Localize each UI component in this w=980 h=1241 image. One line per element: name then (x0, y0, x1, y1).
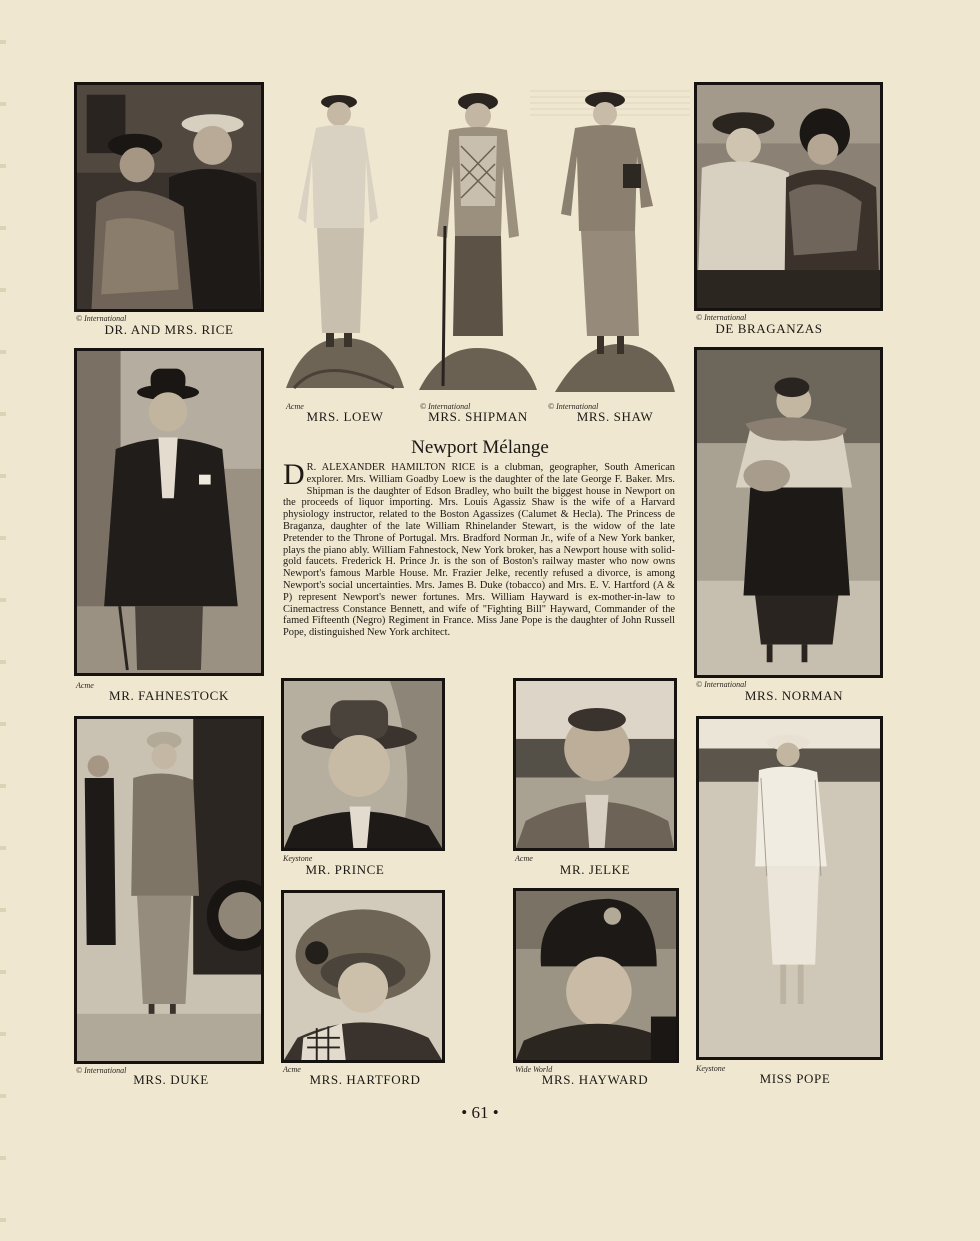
caption-prince: MR. PRINCE (305, 862, 385, 877)
caption-duke: MRS. DUKE (133, 1072, 209, 1087)
caption-shaw: MRS. SHAW (576, 409, 654, 424)
credit-pope: Keystone (696, 1064, 726, 1073)
caption-loew: MRS. LOEW (306, 409, 384, 424)
caption-rice: DR. AND MRS. RICE (104, 322, 234, 337)
photo-jelke (513, 678, 677, 851)
credit-rice: © International (76, 314, 127, 323)
page-number: • 61 • (461, 1103, 499, 1122)
photo-shaw (553, 86, 677, 400)
article-title: Newport Mélange (411, 437, 549, 458)
article-body (283, 458, 675, 639)
photo-pope (696, 716, 883, 1060)
credit-jelke: Acme (515, 854, 533, 863)
credit-hartford: Acme (283, 1065, 301, 1074)
credit-duke: © International (76, 1066, 127, 1075)
caption-norman: MRS. NORMAN (744, 688, 844, 703)
photo-rice (74, 82, 264, 312)
photo-hartford (281, 890, 445, 1063)
credit-fahnestock: Acme (76, 681, 94, 690)
caption-shipman: MRS. SHIPMAN (428, 409, 528, 424)
photo-norman (694, 347, 883, 678)
photo-duke (74, 716, 264, 1064)
caption-hayward: MRS. HAYWARD (541, 1072, 649, 1087)
photo-braganza (694, 82, 883, 311)
caption-fahnestock: MR. FAHNESTOCK (109, 688, 229, 703)
credit-braganza: © International (696, 313, 747, 322)
caption-hartford: MRS. HARTFORD (309, 1072, 421, 1087)
binding-holes (0, 0, 6, 1241)
photo-prince (281, 678, 445, 851)
photo-loew (284, 88, 406, 400)
article-dropcap: D (283, 458, 305, 491)
credit-norman: © International (696, 680, 747, 689)
article-body-text: R. ALEXANDER HAMILTON RICE is a clubman, geographer, South American explorer. Mrs. William Goadby Loew is the daughter of the late George F. Baker. Mrs. Shipman is the daughter of Edson Bradley, who built the biggest house in Newport on the proceeds of liquor importing. Mrs. Louis Agassiz Shaw is the wife of a Harvard physiology instructor, related to the Boston Agassizes (Calumet & Hecla). The Princess de Braganza, daughter of the late William Rhinelander Stewart, is the widow of the late Pretender to the Throne of Portugal. Mrs. Bradford Norman Jr., wife of a New York banker, plays the piano ably. William Fahnestock, New York broker, has a Newport house with solid-gold faucets. Frederick H. Prince Jr. is the son of Boston's railway master who now owns Newport's famous Marble House. Mr. Frazier Jelke, recently refused a divorce, is among Newport's social uncertainties. Mrs. James B. Duke (tobacco) and Mrs. E. V. Hartford (A & P) represent Newport's newer fortunes. Mrs. William Hayward is ex-mother-in-law to Cinemactress Constance Bennett, and wife of "Fighting Bill" Hayward, Commander of the famed Fifteenth (Negro) Regiment in France. Miss Jane Pope is the daughter of John Russell Pope, distinguished New York architect. (283, 462, 675, 639)
credit-shipman: © International (420, 402, 471, 411)
caption-pope: MISS POPE (759, 1071, 831, 1086)
credit-loew: Acme (286, 402, 304, 411)
photo-shipman (415, 86, 540, 400)
photo-hayward (513, 888, 679, 1063)
caption-jelke: MR. JELKE (559, 862, 631, 877)
credit-prince: Keystone (283, 854, 313, 863)
caption-braganza: DE BRAGANZAS (715, 321, 823, 336)
credit-shaw: © International (548, 402, 599, 411)
credit-hayward: Wide World (515, 1065, 553, 1074)
photo-fahnestock (74, 348, 264, 676)
